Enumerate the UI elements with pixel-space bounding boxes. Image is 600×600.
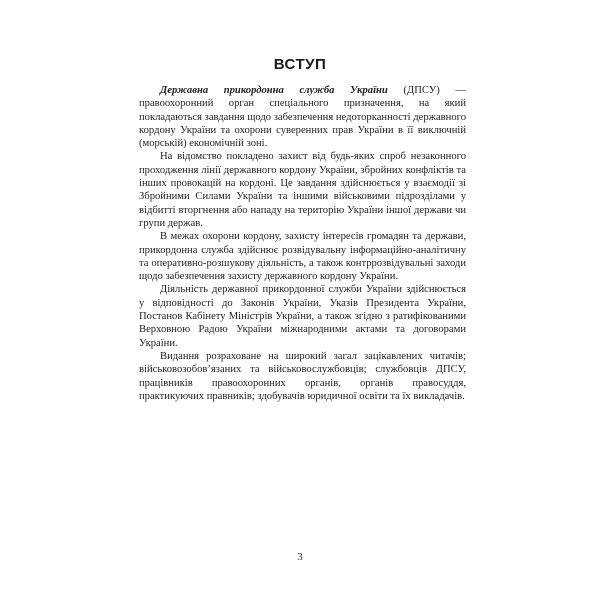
- paragraph-audience: Видання розраховане на широкий загал зацікавлених читачів; військовозобов’язаних та військовослужбовців; службовців ДПСУ, працівників правоохоронних органів, органів правосуддя, практикуючих правників; здобувачів юридичної освіти та їх викладачів.: [139, 350, 466, 402]
- page-number: 3: [297, 551, 303, 563]
- paragraph-intelligence: В межах охорони кордону, захисту інтересів громадян та держави, прикордонна служба здійснює розвідувальну інформаційно-аналітичну та оперативно-розшукову діяльність, а також контррозвідувальні заходи щодо забезпечення захисту державного кордону України.: [139, 231, 466, 283]
- page-title: ВСТУП: [273, 56, 327, 73]
- body-text: [139, 84, 466, 403]
- intro-text: (ДПСУ) — правоохоронний орган спеціального призначення, на який покладаються завдання щодо забезпечення недоторканності державного кордону України та охорони суверенних прав України в її виключній (морській) економічній зоні.: [139, 85, 466, 150]
- service-name: Державна прикордонна служба України: [160, 85, 388, 96]
- paragraph-legal-basis: Діяльність державної прикордонної служби України здійснюється у відповідності до Законів України, Указів Президента України, Постанов Кабінету Міністрів України, а також згідно з ратифікованими Верховною Радою України міжнародними актами та договорами України.: [139, 284, 466, 349]
- paragraph-protection: На відомство покладено захист від будь-яких спроб незаконного проходження лінії державного кордону України, збройних конфліктів та інших провокацій на кордоні. Це завдання здійснюється у взаємодії зі Збройними Силами України та іншими військовими підрозділами у відбитті вторгнення або нападу на територію України іншої держави чи групи держав.: [139, 151, 466, 229]
- intro-paragraph: [139, 84, 466, 150]
